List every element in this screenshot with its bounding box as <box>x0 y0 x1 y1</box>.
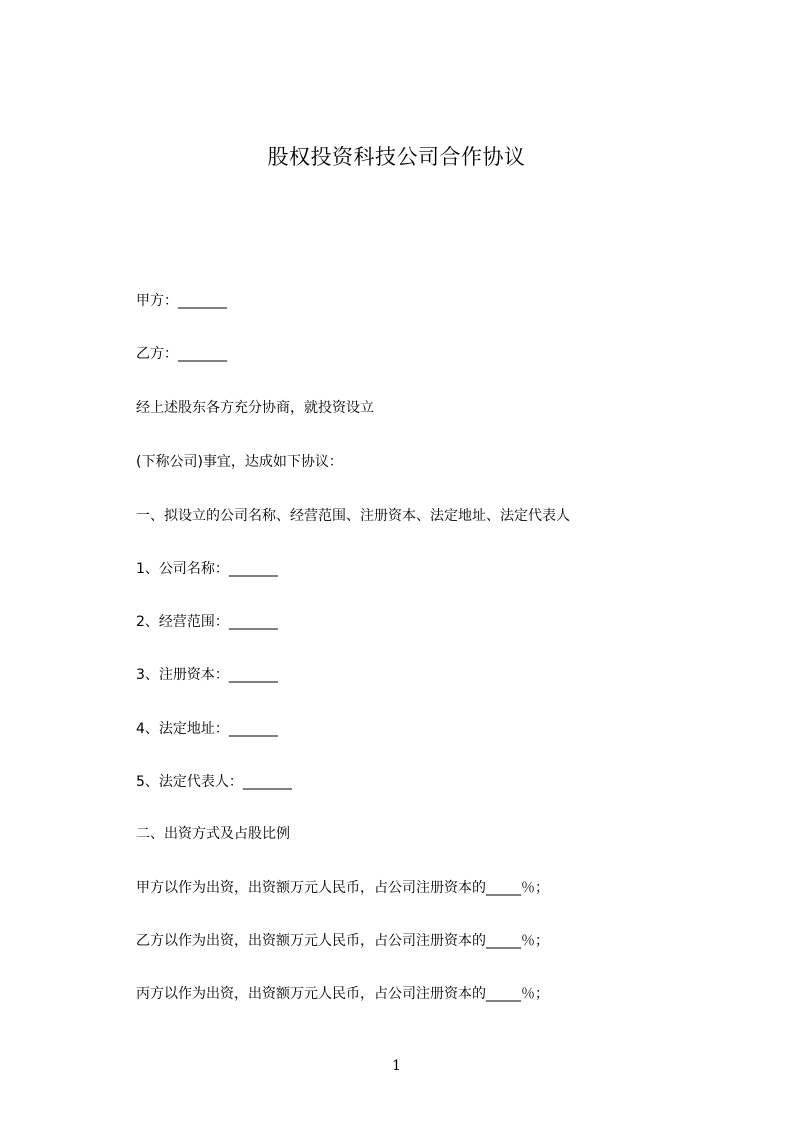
clause-company-name: 1、公司名称：_______ <box>136 561 278 577</box>
section-2-heading: 二、出资方式及占股比例 <box>136 826 290 842</box>
preamble-line: 经上述股东各方充分协商，就投资设立 <box>136 400 374 416</box>
party-b-contribution: 乙方以作为出资，出资额万元人民币，占公司注册资本的_____％； <box>136 933 549 949</box>
page-number: 1 <box>392 1058 401 1074</box>
party-c-contribution: 丙方以作为出资，出资额万元人民币，占公司注册资本的_____％； <box>136 986 549 1002</box>
clause-registered-capital: 3、注册资本：_______ <box>136 667 278 683</box>
party-b-line: 乙方：_______ <box>136 346 227 362</box>
preamble-line-2: (下称公司)事宜，达成如下协议： <box>136 454 343 470</box>
section-1-heading: 一、拟设立的公司名称、经营范围、注册资本、法定地址、法定代表人 <box>136 508 570 524</box>
party-a-contribution: 甲方以作为出资，出资额万元人民币，占公司注册资本的_____％； <box>136 880 549 896</box>
clause-legal-representative: 5、法定代表人：_______ <box>136 774 292 790</box>
party-a-line: 甲方：_______ <box>136 293 227 309</box>
document-title: 股权投资科技公司合作协议 <box>267 145 526 169</box>
clause-legal-address: 4、法定地址：_______ <box>136 721 278 737</box>
clause-business-scope: 2、经营范围：_______ <box>136 614 278 630</box>
